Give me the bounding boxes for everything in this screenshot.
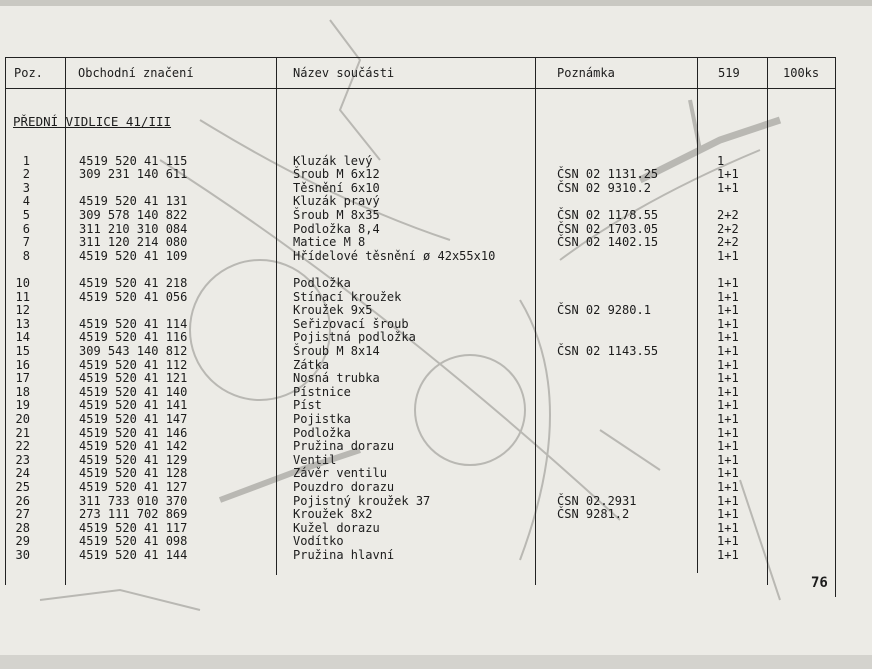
table-row bbox=[0, 440, 836, 454]
row-code: 4519 520 41 117 bbox=[79, 520, 188, 535]
row-qty: 1+1 bbox=[717, 466, 739, 481]
row-pos: 3 bbox=[22, 180, 30, 195]
row-pos: 14 bbox=[15, 330, 30, 345]
row-code: 4519 520 41 144 bbox=[79, 547, 188, 562]
row-qty: 2+2 bbox=[717, 207, 739, 222]
row-code: 309 543 140 812 bbox=[79, 343, 188, 358]
row-pos: 23 bbox=[15, 452, 30, 467]
table-row bbox=[0, 454, 836, 468]
row-pos: 27 bbox=[15, 507, 30, 522]
row-qty: 1+1 bbox=[717, 180, 739, 195]
row-code: 4519 520 41 141 bbox=[79, 398, 188, 413]
row-code: 4519 520 41 116 bbox=[79, 330, 188, 345]
table-row bbox=[0, 413, 836, 427]
row-code: 4519 520 41 115 bbox=[79, 153, 188, 168]
table-row bbox=[0, 277, 836, 291]
table-row bbox=[0, 195, 836, 209]
row-code: 309 578 140 822 bbox=[79, 207, 188, 222]
row-code: 4519 520 41 146 bbox=[79, 425, 188, 440]
row-code: 4519 520 41 109 bbox=[79, 248, 188, 263]
row-note: ČSN 02 1143.55 bbox=[557, 343, 659, 358]
row-qty: 1+1 bbox=[717, 439, 739, 454]
row-name: Kluzák pravý bbox=[293, 194, 380, 209]
table-row bbox=[0, 331, 836, 345]
row-note: ČSN 02 1131.25 bbox=[557, 167, 659, 182]
row-qty: 1+1 bbox=[717, 343, 739, 358]
row-qty: 2+2 bbox=[717, 221, 739, 236]
row-qty: 1+1 bbox=[717, 289, 739, 304]
row-qty: 1+1 bbox=[717, 275, 739, 290]
row-name: Zátka bbox=[293, 357, 330, 372]
row-name: Pojistný kroužek 37 bbox=[293, 493, 431, 508]
row-name: Nosná trubka bbox=[293, 371, 380, 386]
row-note: ČSN 02 1703.05 bbox=[557, 221, 659, 236]
row-pos: 17 bbox=[15, 371, 30, 386]
row-qty: 1+1 bbox=[717, 167, 739, 182]
row-code: 311 210 310 084 bbox=[79, 221, 188, 236]
row-pos: 16 bbox=[15, 357, 30, 372]
row-code: 4519 520 41 114 bbox=[79, 316, 188, 331]
row-code: 4519 520 41 112 bbox=[79, 357, 188, 372]
row-pos: 5 bbox=[22, 207, 30, 222]
table-row bbox=[0, 386, 836, 400]
row-pos: 19 bbox=[15, 398, 30, 413]
row-qty: 1+1 bbox=[717, 452, 739, 467]
row-name: Kroužek 8x2 bbox=[293, 507, 373, 522]
row-note: ČSN 02 1178.55 bbox=[557, 207, 659, 222]
row-code: 311 733 010 370 bbox=[79, 493, 188, 508]
table-top-rule bbox=[5, 57, 836, 58]
row-name: Pouzdro dorazu bbox=[293, 479, 395, 494]
row-name: Pístnice bbox=[293, 384, 351, 399]
row-code: 4519 520 41 147 bbox=[79, 411, 188, 426]
row-qty: 2+2 bbox=[717, 235, 739, 250]
row-pos: 29 bbox=[15, 534, 30, 549]
row-name: Pojistná podložka bbox=[293, 330, 416, 345]
row-pos: 7 bbox=[22, 235, 30, 250]
row-note: ČSN 02 9280.1 bbox=[557, 303, 651, 318]
row-qty: 1+1 bbox=[717, 316, 739, 331]
row-name: Seřizovací šroub bbox=[293, 316, 409, 331]
row-name: Ventil bbox=[293, 452, 337, 467]
row-pos: 28 bbox=[15, 520, 30, 535]
row-pos: 4 bbox=[22, 194, 30, 209]
row-name: Závěr ventilu bbox=[293, 466, 387, 481]
header-pos: Poz. bbox=[14, 66, 43, 80]
row-pos: 20 bbox=[15, 411, 30, 426]
table-row bbox=[0, 168, 836, 182]
row-qty: 1+1 bbox=[717, 547, 739, 562]
row-pos: 2 bbox=[22, 167, 30, 182]
row-qty: 1+1 bbox=[717, 411, 739, 426]
table-row bbox=[0, 223, 836, 237]
row-code: 4519 520 41 140 bbox=[79, 384, 188, 399]
row-qty: 1+1 bbox=[717, 425, 739, 440]
row-qty: 1+1 bbox=[717, 520, 739, 535]
table-row bbox=[0, 155, 836, 169]
row-pos: 8 bbox=[22, 248, 30, 263]
section-title: PŘEDNÍ VIDLICE 41/III bbox=[13, 114, 172, 129]
row-name: Podložka 8,4 bbox=[293, 221, 380, 236]
header-note: Poznámka bbox=[557, 66, 615, 80]
row-code: 4519 520 41 218 bbox=[79, 275, 188, 290]
row-code: 4519 520 41 128 bbox=[79, 466, 188, 481]
table-row bbox=[0, 359, 836, 373]
row-qty: 1+1 bbox=[717, 248, 739, 263]
header-name: Název součásti bbox=[293, 66, 395, 80]
row-note: ČSN 02 9310.2 bbox=[557, 180, 651, 195]
table-row bbox=[0, 236, 836, 250]
row-code: 4519 520 41 056 bbox=[79, 289, 188, 304]
row-name: Šroub M 8x14 bbox=[293, 343, 380, 358]
table-row bbox=[0, 508, 836, 522]
row-code: 4519 520 41 142 bbox=[79, 439, 188, 454]
row-qty: 1+1 bbox=[717, 507, 739, 522]
row-pos: 18 bbox=[15, 384, 30, 399]
row-note: ČSN 9281.2 bbox=[557, 507, 630, 522]
row-qty: 1+1 bbox=[717, 384, 739, 399]
table-row bbox=[0, 399, 836, 413]
row-note: ČSN 02.2931 bbox=[557, 493, 637, 508]
table-row bbox=[0, 372, 836, 386]
row-qty: 1+1 bbox=[717, 303, 739, 318]
table-row bbox=[0, 182, 836, 196]
row-name: Podložka bbox=[293, 275, 351, 290]
table-row bbox=[0, 549, 836, 563]
row-name: Píst bbox=[293, 398, 322, 413]
table-row bbox=[0, 427, 836, 441]
row-qty: 1+1 bbox=[717, 398, 739, 413]
table-row bbox=[0, 481, 836, 495]
header-code: Obchodní značení bbox=[78, 66, 194, 80]
row-qty: 1+1 bbox=[717, 493, 739, 508]
row-pos: 26 bbox=[15, 493, 30, 508]
row-pos: 24 bbox=[15, 466, 30, 481]
row-code: 4519 520 41 098 bbox=[79, 534, 188, 549]
row-qty: 1+1 bbox=[717, 357, 739, 372]
header-bottom-rule bbox=[5, 88, 836, 89]
row-name: Kužel dorazu bbox=[293, 520, 380, 535]
page-bottom-edge bbox=[0, 655, 872, 669]
row-note: ČSN 02 1402.15 bbox=[557, 235, 659, 250]
row-code: 309 231 140 611 bbox=[79, 167, 188, 182]
row-name: Matice M 8 bbox=[293, 235, 366, 250]
table-row bbox=[0, 522, 836, 536]
row-name: Pružina hlavní bbox=[293, 547, 395, 562]
row-name: Pojistka bbox=[293, 411, 351, 426]
row-name: Kluzák levý bbox=[293, 153, 373, 168]
row-qty: 1 bbox=[717, 153, 725, 168]
row-pos: 10 bbox=[15, 275, 30, 290]
row-qty: 1+1 bbox=[717, 534, 739, 549]
row-code: 273 111 702 869 bbox=[79, 507, 188, 522]
row-qty: 1+1 bbox=[717, 479, 739, 494]
row-pos: 12 bbox=[15, 303, 30, 318]
row-name: Šroub M 8x35 bbox=[293, 207, 380, 222]
header-qty: 100ks bbox=[783, 66, 820, 80]
row-pos: 1 bbox=[22, 153, 30, 168]
table-row bbox=[0, 291, 836, 305]
row-pos: 21 bbox=[15, 425, 30, 440]
row-name: Hřídelové těsnění ø 42x55x10 bbox=[293, 248, 496, 263]
table-row bbox=[0, 250, 836, 264]
row-name: Pružina dorazu bbox=[293, 439, 395, 454]
table-row bbox=[0, 495, 836, 509]
row-pos: 15 bbox=[15, 343, 30, 358]
row-pos: 11 bbox=[15, 289, 30, 304]
row-pos: 6 bbox=[22, 221, 30, 236]
row-name: Šroub M 6x12 bbox=[293, 167, 380, 182]
row-name: Kroužek 9x5 bbox=[293, 303, 373, 318]
table-row bbox=[0, 318, 836, 332]
row-name: Stínací kroužek bbox=[293, 289, 402, 304]
row-pos: 22 bbox=[15, 439, 30, 454]
header-model: 519 bbox=[718, 66, 740, 80]
row-code: 4519 520 41 131 bbox=[79, 194, 188, 209]
table-row bbox=[0, 535, 836, 549]
table-row bbox=[0, 304, 836, 318]
row-pos: 25 bbox=[15, 479, 30, 494]
page-number: 76 bbox=[811, 575, 828, 591]
table-row bbox=[0, 209, 836, 223]
row-code: 311 120 214 080 bbox=[79, 235, 188, 250]
row-code: 4519 520 41 127 bbox=[79, 479, 188, 494]
row-pos: 30 bbox=[15, 547, 30, 562]
table-row bbox=[0, 467, 836, 481]
row-code: 4519 520 41 121 bbox=[79, 371, 188, 386]
row-name: Podložka bbox=[293, 425, 351, 440]
row-qty: 1+1 bbox=[717, 330, 739, 345]
row-qty: 1+1 bbox=[717, 371, 739, 386]
row-name: Těsnění 6x10 bbox=[293, 180, 380, 195]
row-code: 4519 520 41 129 bbox=[79, 452, 188, 467]
row-name: Vodítko bbox=[293, 534, 344, 549]
row-pos: 13 bbox=[15, 316, 30, 331]
table-row bbox=[0, 345, 836, 359]
